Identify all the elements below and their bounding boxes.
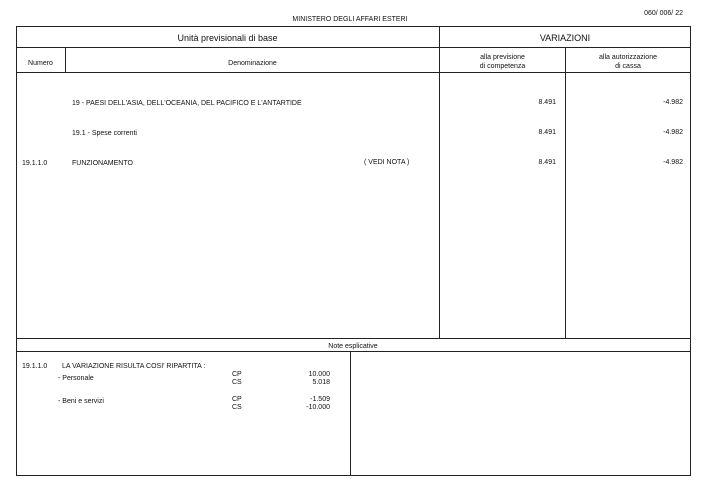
header-variazioni: VARIAZIONI <box>539 33 591 43</box>
header-denominazione: Denominazione <box>228 60 277 67</box>
row-competenza: 8.491 <box>538 129 556 136</box>
note-line-value: -1.509 <box>310 396 330 403</box>
note-line-type: CP <box>232 371 242 378</box>
row-competenza: 8.491 <box>538 99 556 106</box>
note-item-label: - Beni e servizi <box>58 398 104 405</box>
row-denominazione: FUNZIONAMENTO <box>72 160 133 167</box>
row-cassa: -4.982 <box>663 159 683 166</box>
header-previsione: alla previsione di competenza <box>479 54 526 70</box>
note-line-type: CS <box>232 379 242 386</box>
notes-title: Note esplicative <box>328 343 378 350</box>
header-numero: Numero <box>28 60 53 67</box>
notes-heading: LA VARIAZIONE RISULTA COSI' RIPARTITA : <box>62 363 206 370</box>
row-competenza: 8.491 <box>538 159 556 166</box>
notes-numero: 19.1.1.0 <box>22 363 48 370</box>
page-code: 060/ 006/ 22 <box>644 10 683 17</box>
note-line-value: 10.000 <box>308 371 330 378</box>
header-autorizzazione: alla autorizzazione di cassa <box>599 54 657 70</box>
header-unita: Unità previsionali di base <box>177 33 278 43</box>
row-cassa: -4.982 <box>663 99 683 106</box>
ministry-title: MINISTERO DEGLI AFFARI ESTERI <box>292 16 408 23</box>
row-denominazione: 19 - PAESI DELL'ASIA, DELL'OCEANIA, DEL PACIFICO E L'ANTARTIDE <box>72 100 302 107</box>
row-nota: ( VEDI NOTA ) <box>364 159 410 166</box>
row-denominazione: 19.1 - Spese correnti <box>72 130 137 137</box>
note-line-value: 5.018 <box>312 379 330 386</box>
row-numero: 19.1.1.0 <box>22 160 48 167</box>
note-item-label: - Personale <box>58 375 94 382</box>
note-line-value: -10.000 <box>306 404 330 411</box>
note-line-type: CP <box>232 396 242 403</box>
row-cassa: -4.982 <box>663 129 683 136</box>
note-line-type: CS <box>232 404 242 411</box>
